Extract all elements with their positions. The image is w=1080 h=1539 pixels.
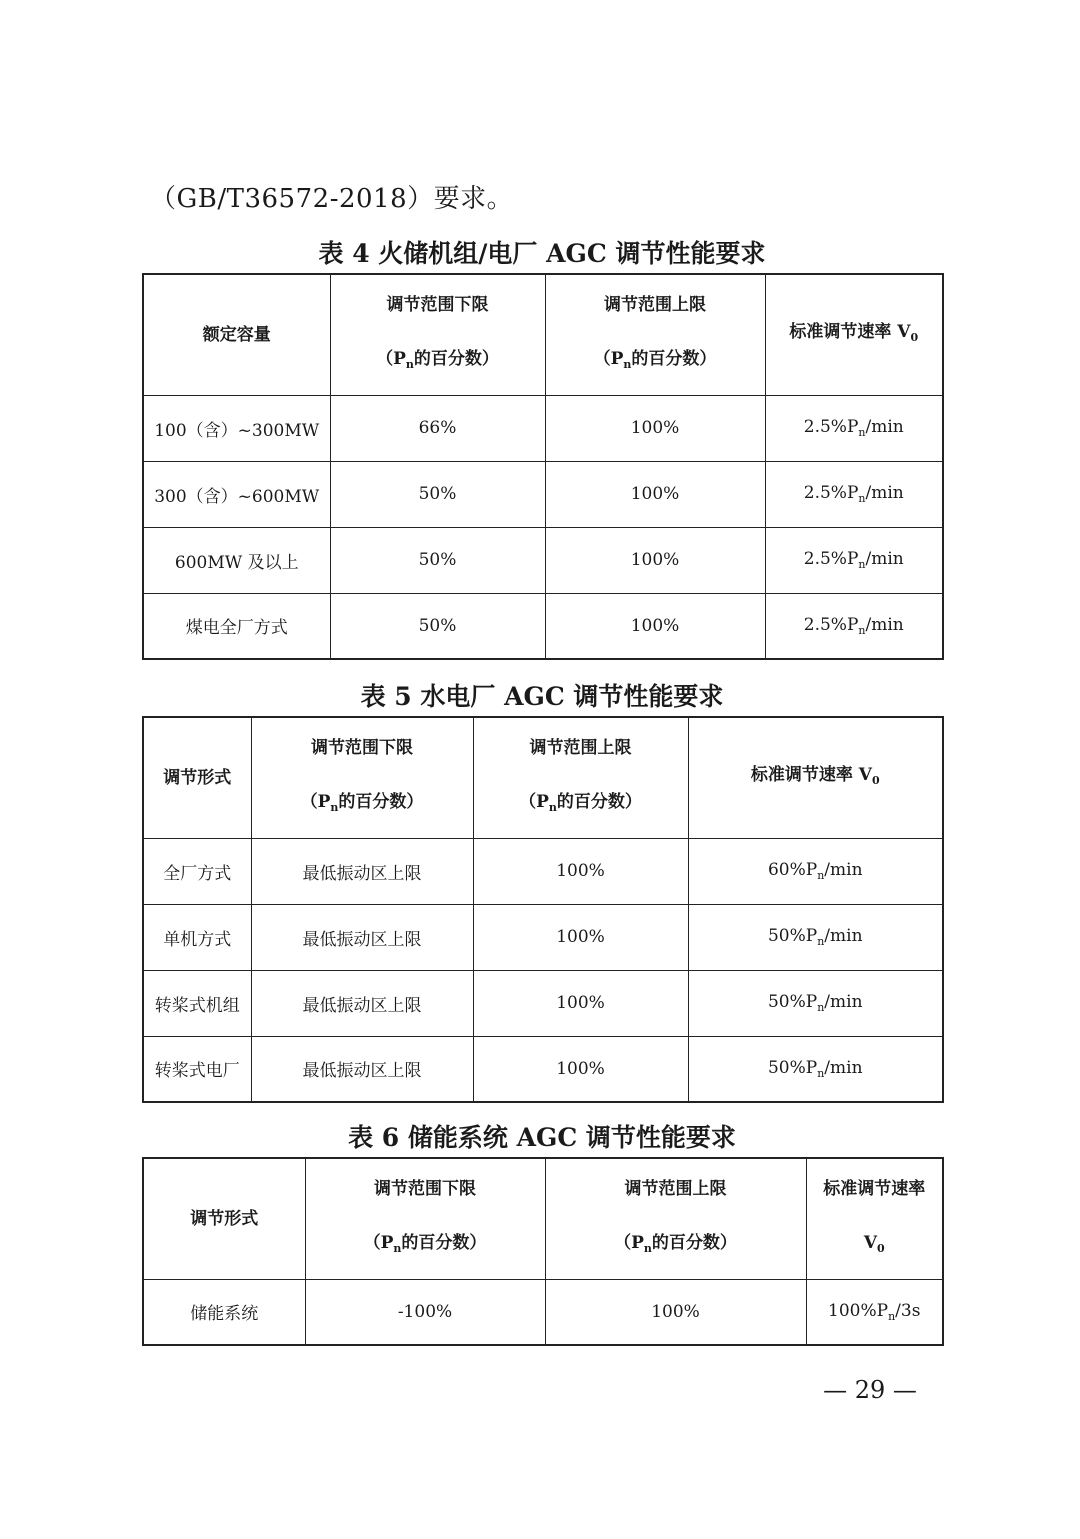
table6-header-row [143,1158,943,1279]
table-cell: -100% [305,1279,545,1345]
header-line [331,332,545,392]
header-line [807,1216,943,1276]
header-text: 的百分数） [413,348,499,369]
table-cell: 100% [545,593,765,659]
table-row [143,1279,943,1345]
table-cell: 100% [545,527,765,593]
table-cell [765,461,943,527]
table-cell: 煤电全厂方式 [143,593,330,659]
header-line [546,332,765,392]
intro-text: （GB/T36572-2018）要求。 [150,184,514,214]
subscript: n [817,935,825,948]
table-cell: 66% [330,395,545,461]
table-cell [765,593,943,659]
subscript: 0 [910,330,919,344]
table4-caption: 表 4 火储机组/电厂 AGC 调节性能要求 [318,239,766,268]
table6-caption: 表 6 储能系统 AGC 调节性能要求 [348,1123,736,1152]
table4-header-lower-limit [330,274,545,395]
subscript: n [548,800,557,814]
table4-header-capacity: 额定容量 [143,274,330,395]
cell-text: /min [824,926,863,946]
table-cell: 100% [545,461,765,527]
header-text: 的百分数） [556,791,642,812]
header-text: 标准调节速率 V [750,764,872,785]
table4-header-row [143,274,943,395]
subscript: 0 [871,773,880,787]
header-text: 的百分数） [631,348,717,369]
table-cell [765,527,943,593]
header-text: （P [593,348,624,369]
table-cell: 最低振动区上限 [251,1036,473,1102]
cell-text: 50%P [767,1057,818,1078]
table-cell: 单机方式 [143,904,251,970]
cell-text: /min [865,417,904,437]
table-row [143,593,943,659]
table4 [142,273,944,660]
cell-text: 2.5%P [803,614,859,635]
table-cell [688,904,943,970]
table-row [143,395,943,461]
table-row [143,970,943,1036]
table-cell: 全厂方式 [143,838,251,904]
table5-caption: 表 5 水电厂 AGC 调节性能要求 [360,682,724,711]
subscript: n [643,1241,652,1255]
subscript: n [623,357,632,371]
subscript: n [393,1241,402,1255]
table-cell: 最低振动区上限 [251,838,473,904]
cell-text: 2.5%P [803,549,859,569]
subscript: n [858,426,866,439]
table-cell: 最低振动区上限 [251,970,473,1036]
table-cell: 100% [473,1036,688,1102]
cell-text: /min [824,860,863,880]
table5-header-rate [688,717,943,838]
table-cell: 转桨式电厂 [143,1036,251,1102]
table-row [143,461,943,527]
table6-header-form: 调节形式 [143,1158,305,1279]
cell-text: /min [865,483,904,503]
table-cell: 300（含）~600MW [143,461,330,527]
table-cell: 50% [330,593,545,659]
cell-text: /min [824,1057,863,1078]
table5 [142,716,944,1103]
table-cell: 100% [545,395,765,461]
cell-text: 50%P [767,926,818,946]
header-line: 调节范围上限 [529,737,632,758]
subscript: n [330,800,339,814]
table-cell: 最低振动区上限 [251,904,473,970]
cell-text: /min [865,549,904,569]
table-cell: 100% [473,970,688,1036]
table6-header-upper-limit [545,1158,806,1279]
subscript: n [817,869,825,882]
header-text: 的百分数） [651,1232,737,1253]
header-line: 调节范围上限 [604,294,706,315]
cell-text: 2.5%P [803,483,859,503]
cell-text: 100%P [828,1300,889,1321]
header-line: 标准调节速率 [823,1178,926,1199]
table5-header-form: 调节形式 [143,717,251,838]
cell-text: /min [824,992,863,1012]
subscript: n [858,558,866,571]
table-cell: 600MW 及以上 [143,527,330,593]
cell-text: /3s [895,1300,921,1321]
table-cell [765,395,943,461]
header-text: （P [363,1232,394,1253]
table-cell [688,838,943,904]
header-line: 调节范围下限 [386,294,489,315]
subscript: n [858,492,866,505]
header-text: （P [300,791,331,812]
header-text: （P [376,348,406,369]
table-cell: 100（含）~300MW [143,395,330,461]
table-cell: 100% [545,1279,806,1345]
table-cell: 100% [473,838,688,904]
header-line [252,775,473,835]
table-cell [806,1279,943,1345]
table-cell: 转桨式机组 [143,970,251,1036]
cell-text: 2.5%P [803,417,859,437]
header-text: （P [614,1232,644,1253]
header-line [306,1216,545,1276]
cell-text: 50%P [767,992,818,1012]
subscript: n [817,1001,825,1014]
subscript: n [858,623,866,637]
header-text: V [863,1232,878,1253]
subscript: n [888,1309,896,1323]
table5-header-lower-limit [251,717,473,838]
cell-text: 60%P [767,860,818,880]
header-text: 的百分数） [401,1232,487,1253]
table4-header-rate [765,274,943,395]
subscript: n [405,357,414,371]
table6 [142,1157,944,1346]
subscript: n [817,1066,825,1080]
table-cell: 储能系统 [143,1279,305,1345]
table-row [143,904,943,970]
header-line [546,1216,806,1276]
table-cell [688,1036,943,1102]
table4-header-upper-limit [545,274,765,395]
header-text: （P [519,791,549,812]
page-number: — 29 — [823,1376,917,1404]
table-cell: 50% [330,527,545,593]
header-line: 调节范围上限 [624,1178,727,1199]
table5-header-row [143,717,943,838]
table-cell: 50% [330,461,545,527]
header-line: 调节范围下限 [374,1178,476,1199]
table5-header-upper-limit [473,717,688,838]
subscript: 0 [877,1241,885,1255]
table-row [143,1036,943,1102]
header-line: 调节范围下限 [311,737,413,758]
table6-header-lower-limit [305,1158,545,1279]
cell-text: /min [865,614,904,635]
table-cell [688,970,943,1036]
header-text: 的百分数） [338,791,424,812]
header-text: 标准调节速率 V [789,321,911,342]
table-cell: 100% [473,904,688,970]
table6-header-rate [806,1158,943,1279]
table-row [143,527,943,593]
header-line [474,775,688,835]
table-row [143,838,943,904]
